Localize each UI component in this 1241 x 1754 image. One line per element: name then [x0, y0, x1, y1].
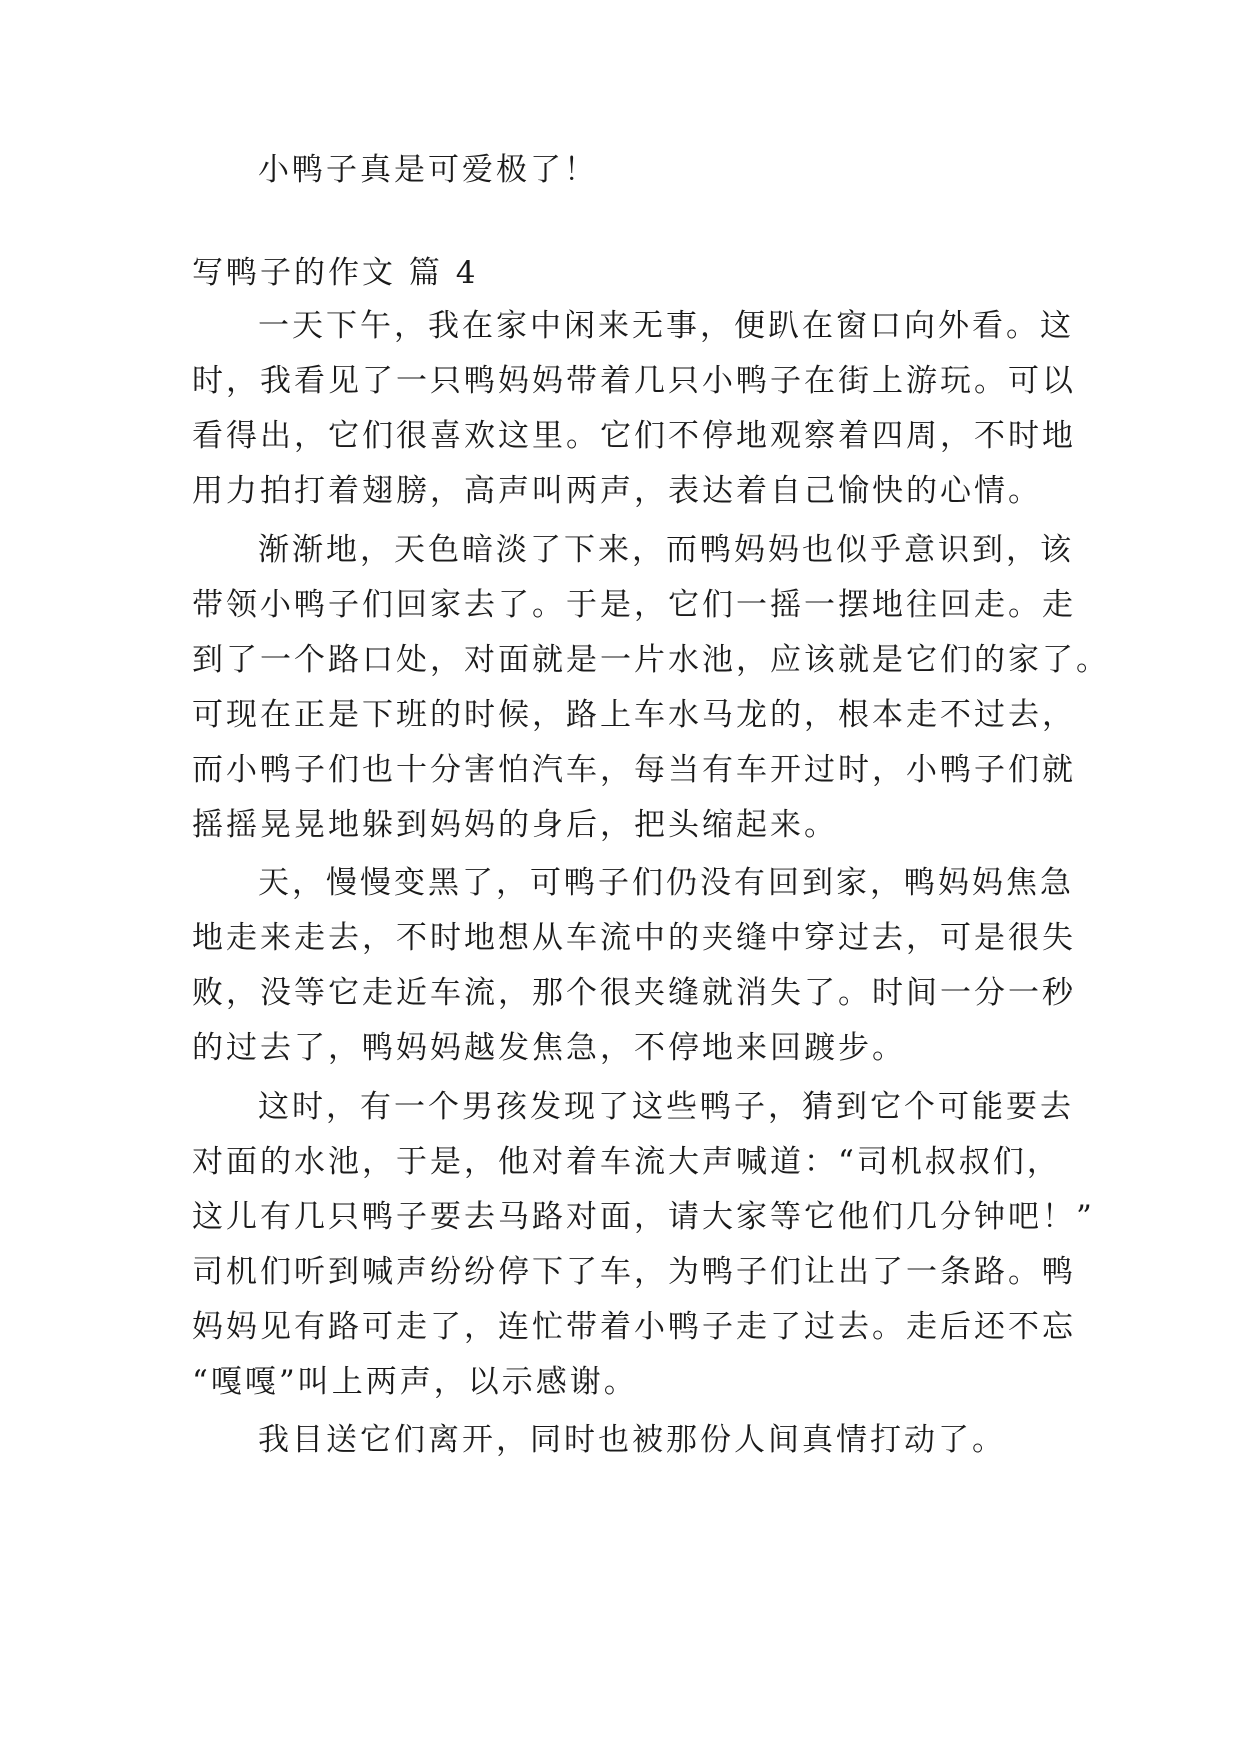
- paragraph-line: “嘎嘎”叫上两声，以示感谢。: [192, 1364, 638, 1400]
- paragraph-line: 对面的水池，于是，他对着车流大声喊道：“司机叔叔们，: [192, 1144, 1061, 1180]
- paragraph-line: 时，我看见了一只鸭妈妈带着几只小鸭子在街上游玩。可以: [192, 363, 1076, 399]
- section-title: 写鸭子的作文 篇 4: [192, 255, 479, 291]
- paragraph-line: 司机们听到喊声纷纷停下了车，为鸭子们让出了一条路。鸭: [192, 1254, 1076, 1290]
- paragraph-line: 地走来走去，不时地想从车流中的夹缝中穿过去，可是很失: [192, 920, 1076, 956]
- paragraph-line: 可现在正是下班的时候，路上车水马龙的，根本走不过去，: [192, 697, 1076, 733]
- paragraph-line: 带领小鸭子们回家去了。于是，它们一摇一摆地往回走。走: [192, 587, 1076, 623]
- paragraph-line: 摇摇晃晃地躲到妈妈的身后，把头缩起来。: [192, 807, 838, 843]
- paragraph-line: 妈妈见有路可走了，连忙带着小鸭子走了过去。走后还不忘: [192, 1309, 1076, 1345]
- paragraph-line: 我目送它们离开，同时也被那份人间真情打动了。: [258, 1422, 1006, 1458]
- paragraph-line: 到了一个路口处，对面就是一片水池，应该就是它们的家了。: [192, 642, 1110, 678]
- intro-line: 小鸭子真是可爱极了！: [258, 152, 598, 188]
- paragraph-line: 天，慢慢变黑了，可鸭子们仍没有回到家，鸭妈妈焦急: [258, 865, 1074, 901]
- paragraph-line: 渐渐地，天色暗淡了下来，而鸭妈妈也似乎意识到，该: [258, 532, 1074, 568]
- paragraph-line: 用力拍打着翅膀，高声叫两声，表达着自己愉快的心情。: [192, 473, 1042, 509]
- paragraph-line: 一天下午，我在家中闲来无事，便趴在窗口向外看。这: [258, 308, 1074, 344]
- paragraph-line: 的过去了，鸭妈妈越发焦急，不停地来回踱步。: [192, 1030, 906, 1066]
- paragraph-line: 败，没等它走近车流，那个很夹缝就消失了。时间一分一秒: [192, 975, 1076, 1011]
- paragraph-line: 这时，有一个男孩发现了这些鸭子，猜到它个可能要去: [258, 1089, 1074, 1125]
- paragraph-line: 这儿有几只鸭子要去马路对面，请大家等它他们几分钟吧！”: [192, 1199, 1095, 1235]
- paragraph-line: 而小鸭子们也十分害怕汽车，每当有车开过时，小鸭子们就: [192, 752, 1076, 788]
- paragraph-line: 看得出，它们很喜欢这里。它们不停地观察着四周，不时地: [192, 418, 1076, 454]
